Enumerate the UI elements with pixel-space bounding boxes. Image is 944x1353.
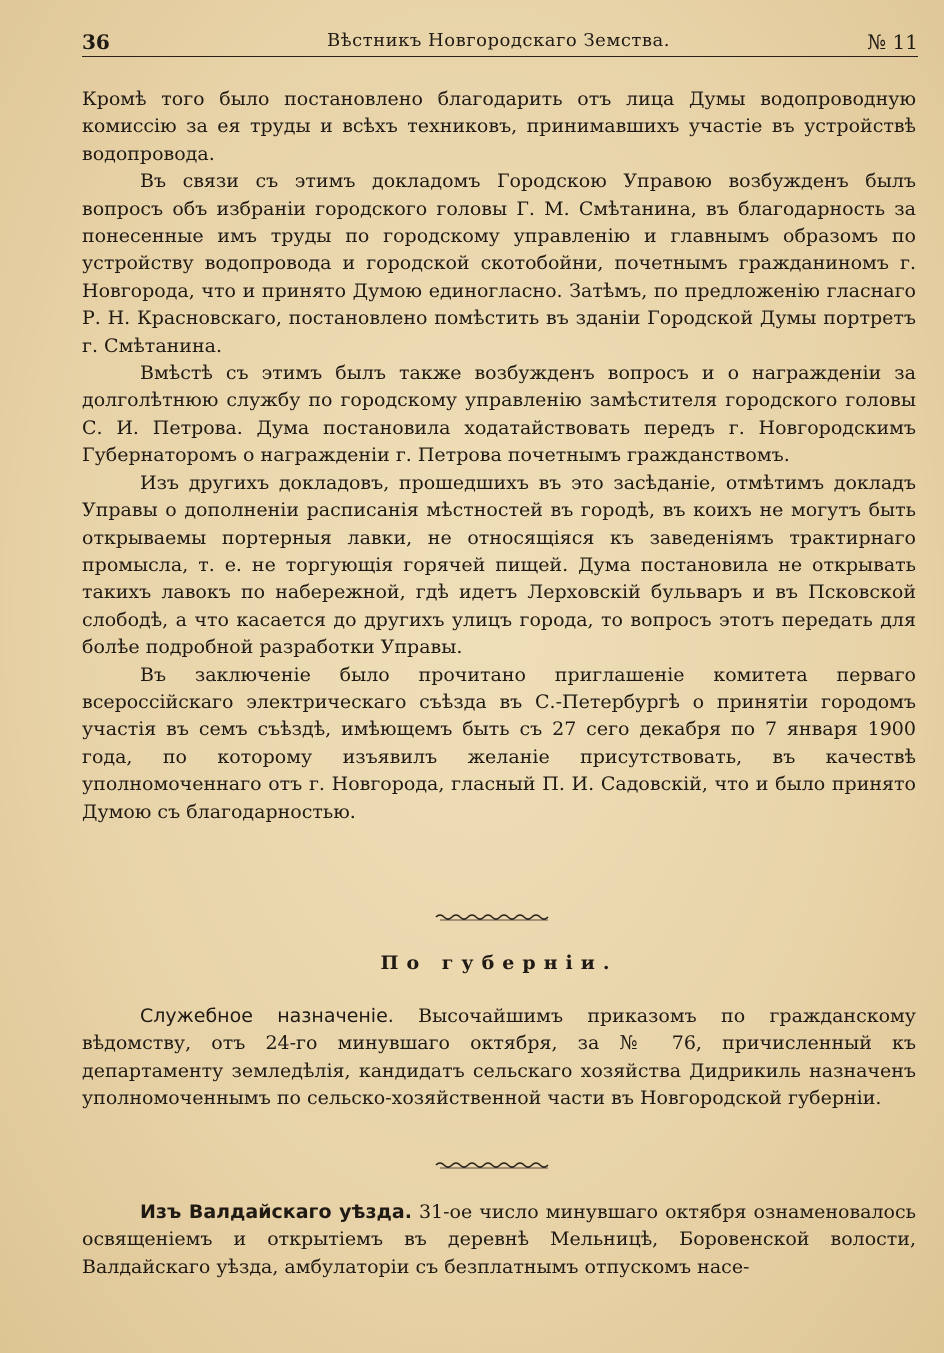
- notice-run-in-title: Изъ Валдайскаго уѣзда.: [140, 1201, 412, 1223]
- notice-text: 31-ое число минувшаго октября ознаменовалось освященіемъ и открытіемъ въ деревнѣ Мельницѣ, Боровенской волости, Валдайскаго уѣзда, амбулаторіи съ безплатнымъ отпускомъ насе-: [82, 1201, 916, 1278]
- running-header: [82, 26, 918, 56]
- paragraph: Въ заключеніе было прочитано приглашеніе комитета перваго всероссійскаго электрическаго съѣзда въ С.-Петербургѣ о принятіи городомъ участія въ семъ съѣздѣ, имѣющемъ быть съ 27 сего декабря по 7 января 1900 года, по которому изъявилъ желаніе присутствовать, въ качествѣ уполномоченнаго отъ г. Новгорода, гласный П. И. Садовскій, что и было принято Думою съ благодарностью.: [82, 663, 916, 823]
- section-heading: По губерніи.: [380, 952, 618, 974]
- journal-title: Вѣстникъ Новгородскаго Земства.: [327, 30, 670, 51]
- notice-run-in-title: Служебное назначеніе.: [140, 1005, 394, 1027]
- paragraph: Въ связи съ этимъ докладомъ Городскою Управою возбужденъ былъ вопросъ объ избраніи городского головы Г. М. Смѣтанина, въ благодарность за понесенные имъ труды по городскому управленію и главнымъ образомъ по устройству водопровода и городской скотобойни, почетнымъ гражданиномъ г. Новгорода, что и принято Думою единогласно. Затѣмъ, по предложенію гласнаго Р. Н. Красновскаго, постановлено помѣстить въ зданіи Городской Думы портретъ г. Смѣтанина.: [82, 170, 916, 357]
- issue-number: № 11: [867, 30, 918, 54]
- header-rule: [82, 56, 918, 57]
- paragraph: Изъ другихъ докладовъ, прошедшихъ въ это засѣданіе, отмѣтимъ докладъ Управы о дополненіи расписанія мѣстностей въ городѣ, въ коихъ не могутъ быть открываемы портерныя лавки, не относящіяся къ заведеніямъ трактирнаго промысла, т. е. не торгующія горячей пищей. Дума постановила не открывать такихъ лавокъ по набережной, гдѣ идетъ Лерховскій бульваръ и въ Псковской слободѣ, а что касается до другихъ улицъ города, то вопросъ этотъ передать для болѣе подробной разработки Управы.: [82, 471, 916, 659]
- paragraph: Кромѣ того было постановлено благодарить отъ лица Думы водопроводную комиссію за ея труды и всѣхъ техниковъ, принимавшихъ участіе въ устройствѣ водопровода.: [82, 88, 916, 165]
- notice-appointment: [82, 1003, 916, 1113]
- article-body: [82, 86, 916, 826]
- page-number: 36: [82, 30, 110, 54]
- notice-text: Высочайшимъ приказомъ по гражданскому вѣдомству, отъ 24-го минувшаго октября, за № 76, причисленный къ департаменту земледѣлія, кандидатъ сельскаго хозяйства Дидрикиль назначенъ уполномоченнымъ по сельско-хозяйственной части въ Новгородской губерніи.: [82, 1005, 916, 1110]
- wavy-divider-ornament: [434, 1160, 554, 1170]
- paragraph: Вмѣстѣ съ этимъ былъ также возбужденъ вопросъ и о награжденіи за долголѣтнюю службу по городскому управленію замѣстителя городского головы С. И. Петрова. Дума постановила ходатайствовать передъ г. Новгородскимъ Губернаторомъ о награжденіи г. Петрова почетнымъ гражданствомъ.: [82, 362, 916, 467]
- notice-valdai: [82, 1199, 916, 1281]
- wavy-divider-ornament: [434, 912, 554, 922]
